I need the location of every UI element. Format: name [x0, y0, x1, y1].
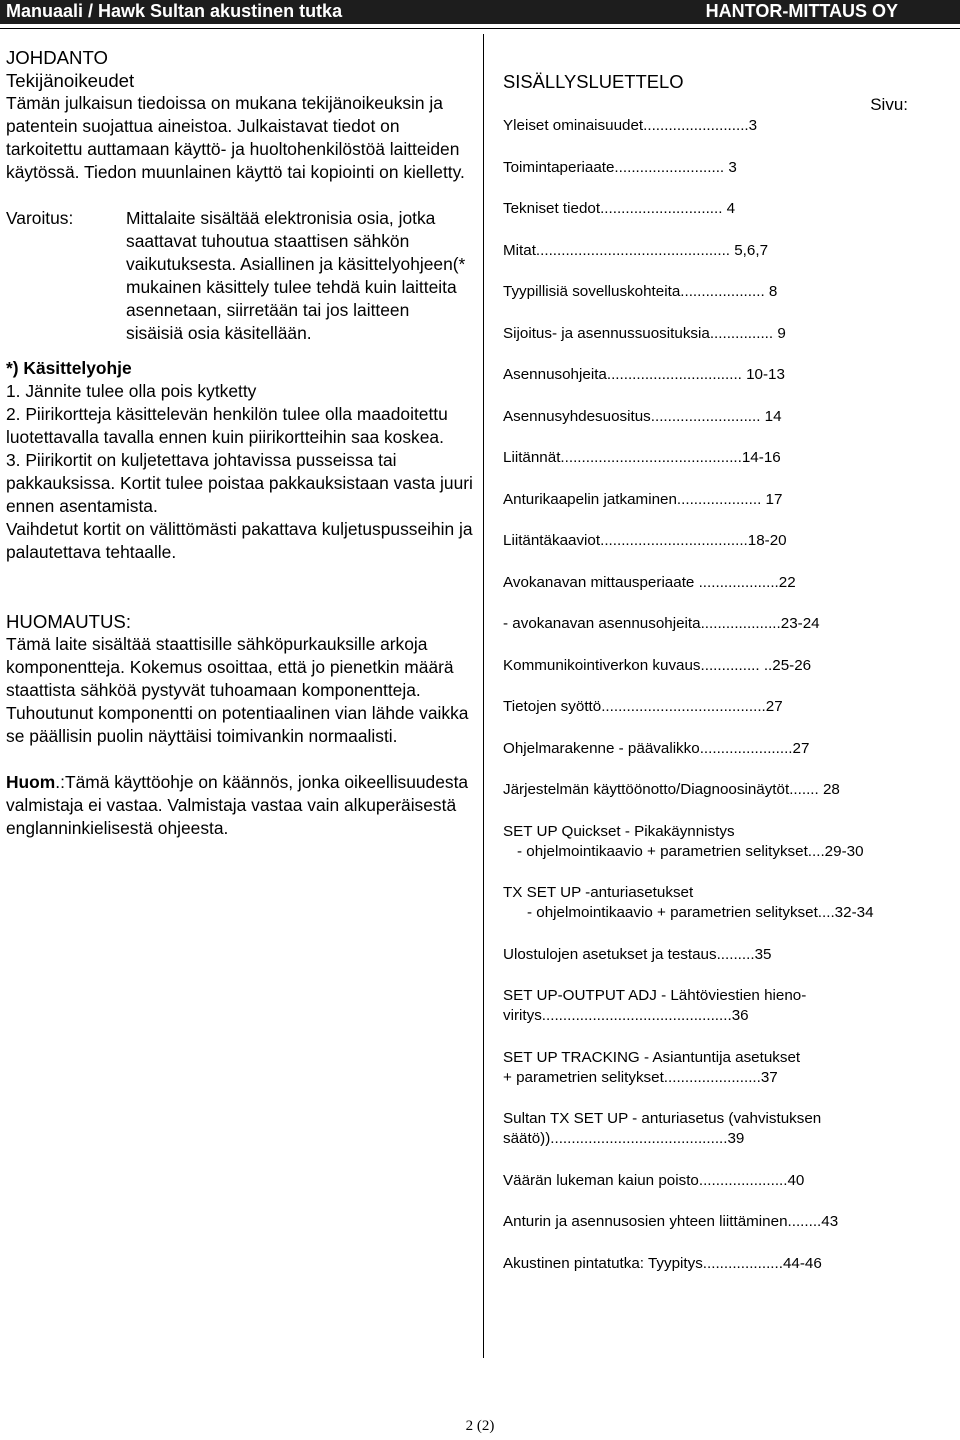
page-header: [0, 0, 960, 24]
toc-entry-text: Kommunikointiverkon kuvaus.............. ..25-26: [503, 656, 812, 674]
toc-entry: [503, 116, 960, 136]
toc-entry: [503, 614, 960, 634]
toc-entry: [503, 573, 960, 593]
warning-block: [6, 207, 476, 345]
toc-entry: [503, 199, 960, 219]
toc-entry: [503, 324, 960, 344]
toc-page-label: Sivu:: [870, 95, 908, 114]
left-column: [6, 46, 476, 840]
warning-text: Mittalaite sisältää elektronisia osia, jotka saattavat tuhoutua staattisen sähkön vaikutuksesta. Asiallinen ja käsittelyohjeen(* mukainen käsittely tulee tehdä kuin laitteita asennetaan, siirretään tai jos laitteen sisäisiä osia käsitellään.: [126, 208, 466, 343]
translation-note-bold: Huom: [6, 772, 56, 792]
handling-step-4: Vaihdetut kortit on välittömästi pakattava kuljetuspusseihin ja palautettava tehtaalle.: [6, 519, 473, 562]
toc-entry: [503, 986, 960, 1026]
toc-entry: [503, 822, 960, 862]
toc-entry-text: Sijoitus- ja asennussuosituksia............... 9: [503, 324, 786, 342]
toc-entry-text: Asennusyhdesuositus.......................... 14: [503, 407, 782, 425]
toc-entry-text: Järjestelmän käyttöönotto/Diagnoosinäytöt....... 28: [503, 781, 840, 798]
toc-entry-text: Ohjelmarakenne - päävalikko......................27: [503, 739, 810, 757]
toc-entry-text: Tyypillisiä sovelluskohteita.................... 8: [503, 283, 778, 300]
toc-entry-text: Avokanavan mittausperiaate ...................22: [503, 573, 796, 591]
toc-entry-text: Tietojen syöttö.......................................27: [503, 698, 783, 715]
toc-entry: [503, 365, 960, 385]
handling-step-2: 2. Piirikortteja käsittelevän henkilön tulee olla maadoitettu luotettavalla tavalla ennen kuin piirikortteihin saa koskea.: [6, 404, 448, 447]
toc-entry: [503, 490, 960, 510]
toc-entry-continuation: - ohjelmointikaavio + parametrien selitykset....29-30: [517, 842, 864, 860]
toc-column: [503, 70, 960, 1295]
toc-entry-text: - avokanavan asennusohjeita...................23-24: [503, 615, 820, 632]
toc-entry: [503, 448, 960, 468]
toc-entry: [503, 282, 960, 302]
translation-note: [6, 771, 476, 840]
toc-entry-continuation: - ohjelmointikaavio + parametrien selitykset....32-34: [527, 904, 874, 921]
handling-heading: *) Käsittelyohje: [6, 358, 132, 378]
handling-step-3: 3. Piirikortit on kuljetettava johtavissa pusseissa tai pakkauksissa. Kortit tulee poistaa pakkauksistaan vasta juuri ennen asentamista.: [6, 450, 473, 516]
toc-entry-text: Toimintaperiaate.......................... 3: [503, 158, 737, 176]
toc-entry-text: Akustinen pintatutka: Tyypitys...................44-46: [503, 1254, 822, 1272]
toc-entry-text: Anturin ja asennusosien yhteen liittäminen........43: [503, 1213, 839, 1230]
page-number: 2 (2): [465, 1418, 495, 1434]
toc-entry-text: SET UP TRACKING - Asiantuntija asetukset: [503, 1048, 801, 1066]
toc-entry: [503, 1212, 960, 1232]
toc-entry-text: Anturikaapelin jatkaminen.................... 17: [503, 490, 783, 508]
toc-entry: [503, 780, 960, 800]
translation-note-text: .:Tämä käyttöohje on käännös, jonka oikeellisuudesta valmistaja ei vastaa. Valmistaja vastaa vain alkuperäisestä englanninkielisestä ohjeesta.: [6, 772, 469, 838]
toc-entry: [503, 531, 960, 551]
toc-entry: [503, 883, 960, 923]
toc-entry-text: SET UP-OUTPUT ADJ - Lähtöviestien hieno-: [503, 987, 807, 1004]
header-divider: [0, 28, 960, 29]
toc-entry: [503, 407, 960, 427]
header-company: HANTOR-MITTAUS OY: [705, 1, 898, 21]
toc-entry-text: Yleiset ominaisuudet.........................3: [503, 117, 758, 134]
toc-entry: [503, 1254, 960, 1274]
copyright-text: Tämän julkaisun tiedoissa on mukana tekijänoikeuksin ja patentein suojattua aineistoa. Julkaistavat tiedot on tarkoitettu auttamaan käyttö- ja huoltohenkilöstöä laitteiden käytössä. Tiedon muunlainen käyttö tai kopiointi on kielletty.: [6, 93, 465, 182]
toc-entry-text: Sultan TX SET UP - anturiasetus (vahvistuksen: [503, 1110, 822, 1127]
toc-entry-text: Mitat.............................................. 5,6,7: [503, 241, 769, 259]
toc-entry-continuation: säätö))..........................................39: [503, 1130, 745, 1147]
toc-entry-text: Väärän lukeman kaiun poisto.....................40: [503, 1171, 805, 1189]
toc-entry-text: Asennusohjeita................................ 10-13: [503, 366, 785, 383]
handling-step-1: 1. Jännite tulee olla pois kytketty: [6, 381, 257, 401]
copyright-heading: Tekijänoikeudet: [6, 70, 135, 91]
toc-entry-text: TX SET UP -anturiasetukset: [503, 884, 694, 901]
toc-entry-text: SET UP Quickset - Pikakäynnistys: [503, 822, 735, 840]
toc-entry: [503, 739, 960, 759]
toc-entry-continuation: viritys.............................................36: [503, 1007, 749, 1024]
intro-heading: JOHDANTO: [6, 47, 108, 68]
notice-heading: HUOMAUTUS:: [6, 611, 131, 632]
toc-entry-continuation: + parametrien selitykset.......................37: [503, 1068, 778, 1086]
toc-entry: [503, 158, 960, 178]
toc-entry: [503, 656, 960, 676]
toc-entry-text: Liitäntäkaaviot...................................18-20: [503, 532, 787, 549]
toc-entry: [503, 945, 960, 965]
toc-entry-text: Ulostulojen asetukset ja testaus.........35: [503, 945, 772, 963]
header-title: Manuaali / Hawk Sultan akustinen tutka: [6, 1, 343, 21]
toc-entry: [503, 697, 960, 717]
toc-entry-text: Liitännät...........................................14-16: [503, 449, 781, 466]
toc-entry: [503, 1171, 960, 1191]
warning-label: Varoitus:: [6, 208, 74, 228]
toc-entry: [503, 1048, 960, 1088]
column-divider: [483, 34, 484, 1358]
toc-title: SISÄLLYSLUETTELO: [503, 71, 684, 92]
toc-entry: [503, 1109, 960, 1149]
toc-entry-text: Tekniset tiedot............................. 4: [503, 200, 736, 217]
toc-list: [503, 116, 960, 1274]
toc-entry: [503, 241, 960, 261]
notice-text: Tämä laite sisältää staattisille sähköpurkauksille arkoja komponentteja. Kokemus osoittaa, että jo pienetkin määrä staattista sähköä pystyvät tuhoamaan komponentteja. Tuhoutunut komponentti on potentiaalinen vian lähde vaikka se päällisin puolin näyttäisi toimivankin normaalisti.: [6, 634, 469, 746]
